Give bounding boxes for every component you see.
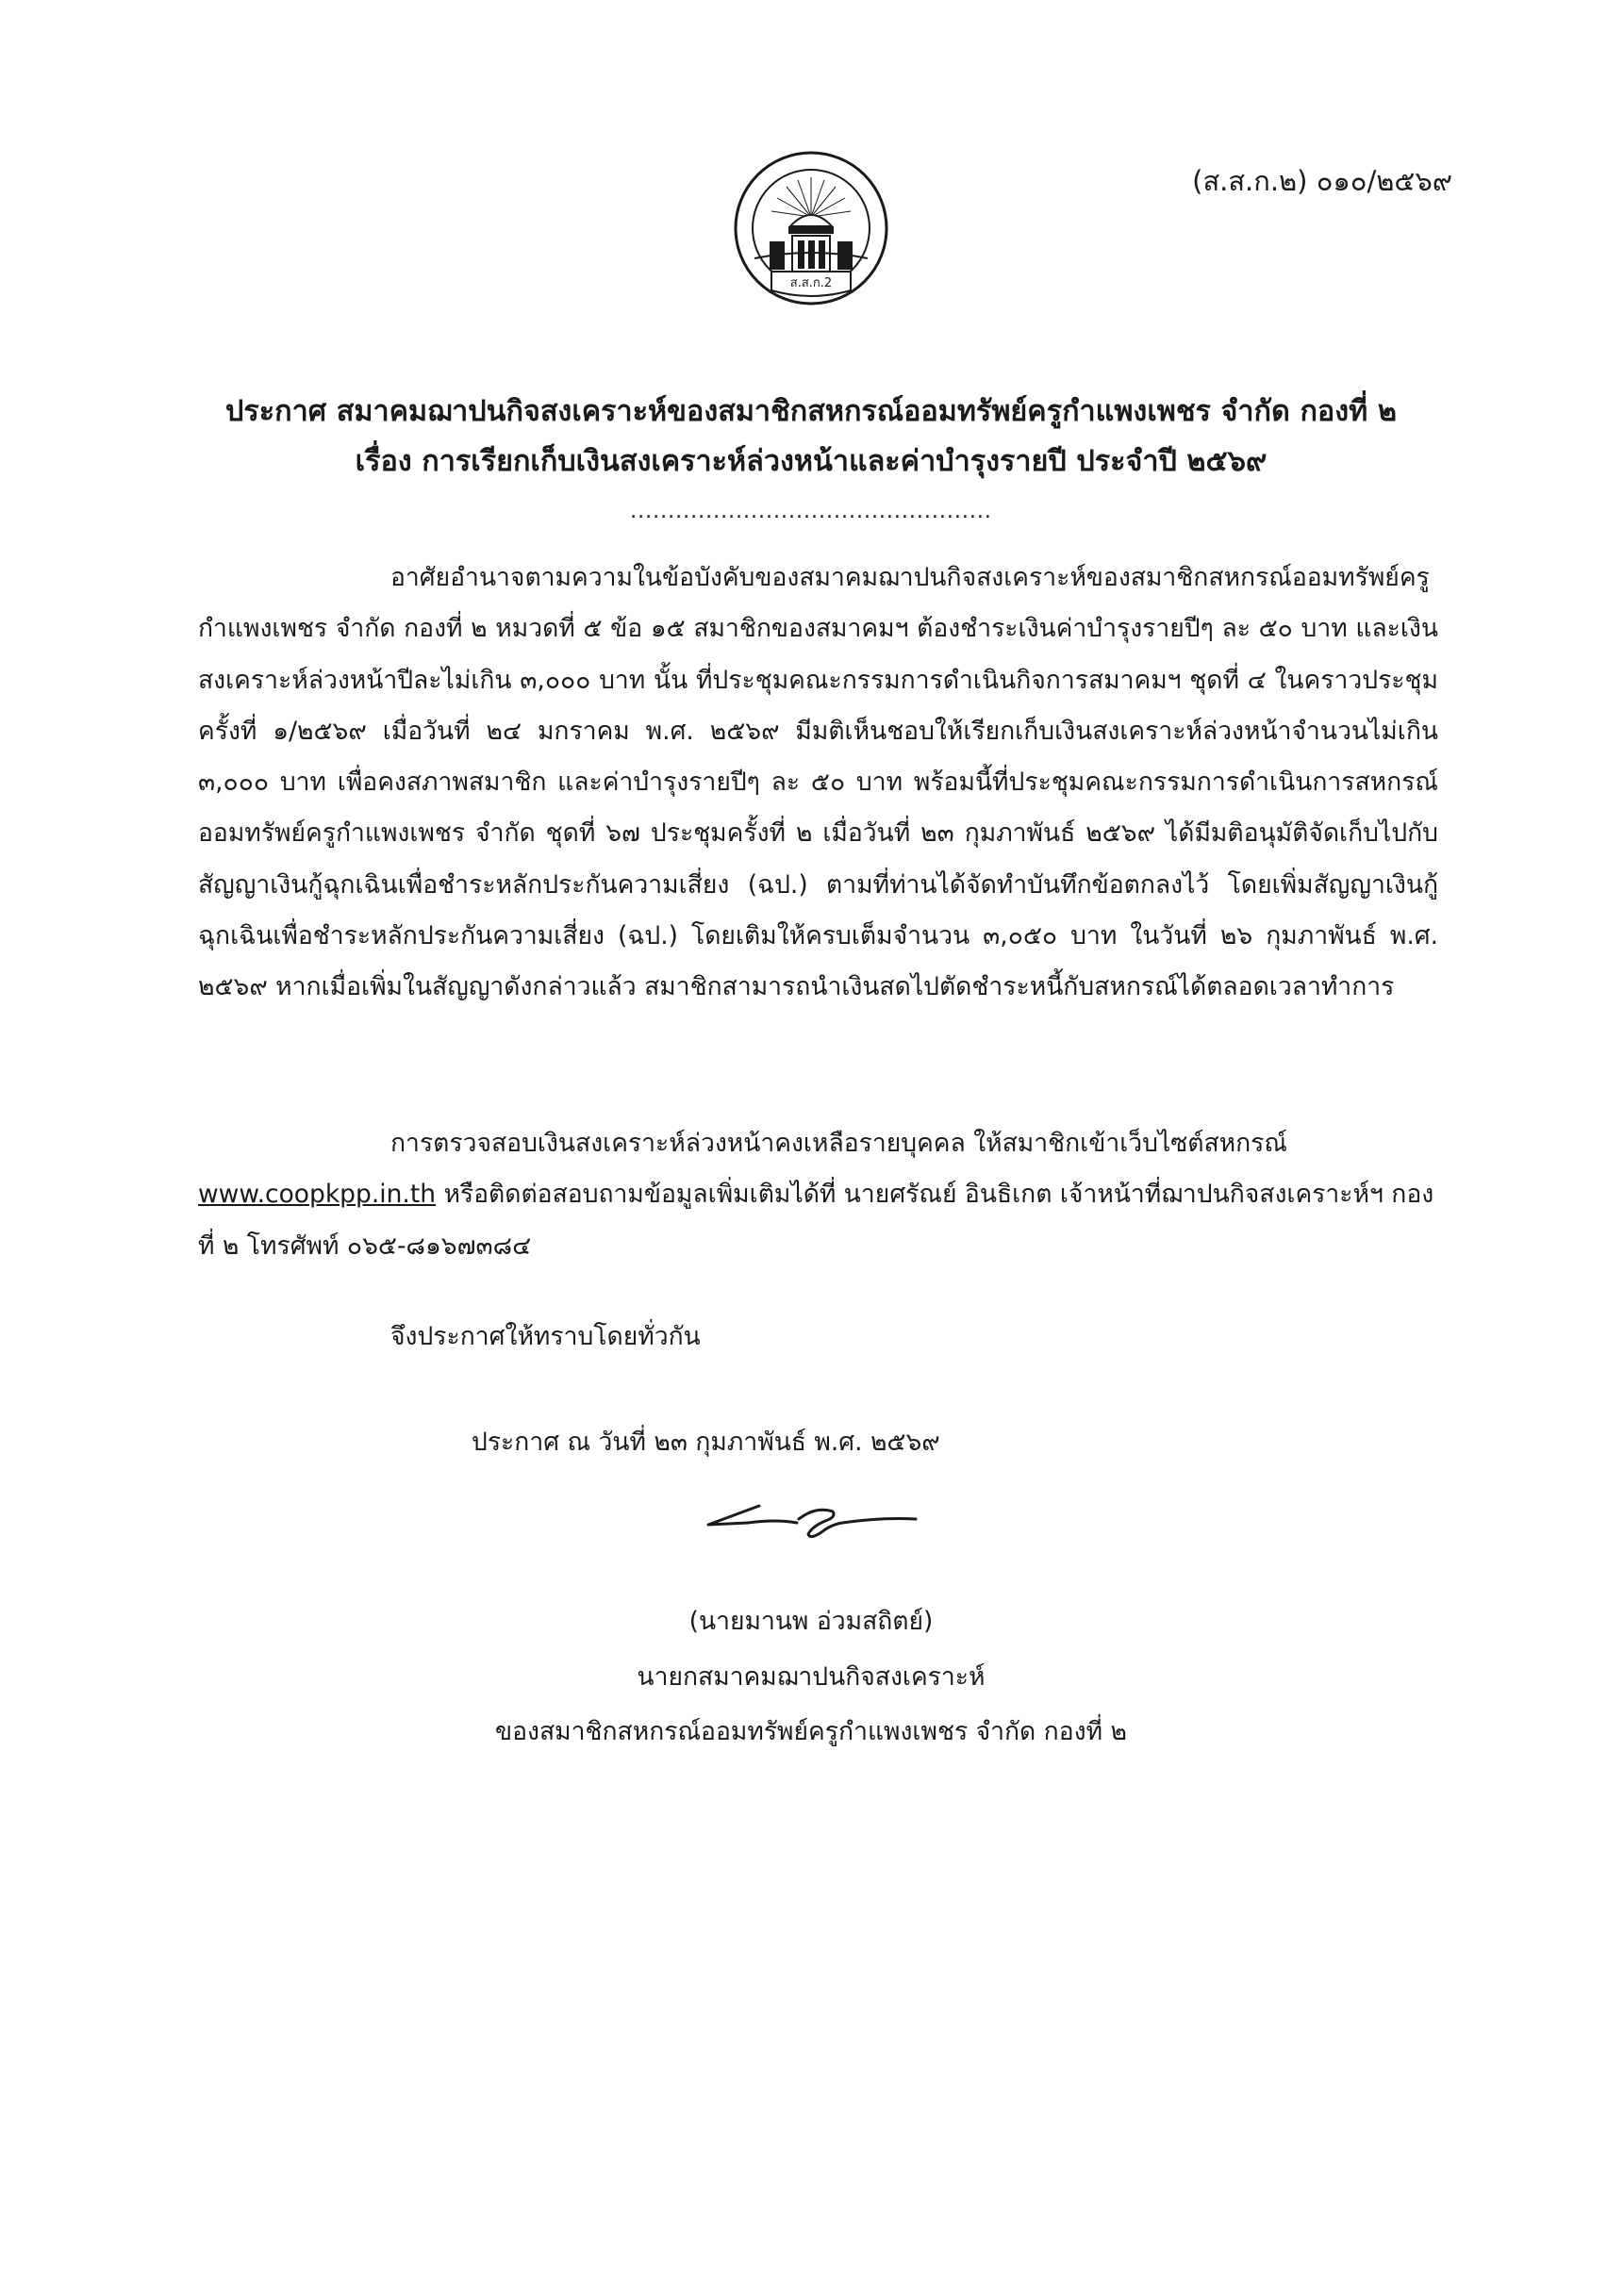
signer-name: (นายมานพ อ่วมสถิตย์) [688, 1607, 934, 1636]
seal-label: ส.ส.ก.2 [789, 276, 833, 290]
closing-statement: จึงประกาศให้ทราบโดยทั่วกัน [390, 1322, 701, 1351]
announcement-title: ประกาศ สมาคมฌาปนกิจสงเคราะห์ของสมาชิกสหกรณ์ออมทรัพย์ครูกำแพงเพชร จำกัด กองที่ ๒ [225, 395, 1397, 428]
body-paragraph-2 [198, 1118, 1438, 1272]
paragraph-2-prefix: การตรวจสอบเงินสงเคราะห์ล่วงหน้าคงเหลือรายบุคคล ให้สมาชิกเข้าเว็บไซต์สหกรณ์ [390, 1129, 1287, 1158]
announcement-subject: เรื่อง การเรียกเก็บเงินสงเคราะห์ล่วงหน้าและค่าบำรุงรายปี ประจำปี ๒๕๖๙ [355, 445, 1268, 478]
announcement-date: ประกาศ ณ วันที่ ๒๓ กุมภาพันธ์ พ.ศ. ๒๕๖๙ [472, 1428, 940, 1457]
association-seal-logo [732, 149, 890, 307]
title-separator: ................................................ [630, 500, 992, 523]
document-reference-number: (ส.ส.ก.๒) ๐๑๐/๒๕๖๙ [1192, 165, 1452, 197]
body-paragraph-1: อาศัยอำนาจตามความในข้อบังคับของสมาคมฌาปนกิจสงเคราะห์ของสมาชิกสหกรณ์ออมทรัพย์ครูกำแพงเพชร จำกัด กองที่ ๒ หมวดที่ ๕ ข้อ ๑๕ สมาชิกของสมาคมฯ ต้องชำระเงินค่าบำรุงรายปีๆ ละ ๕๐ บาท และเงินสงเคราะห์ล่วงหน้าปีละไม่เกิน ๓,๐๐๐ บาท นั้น ที่ประชุมคณะกรรมการดำเนินกิจการสมาคมฯ ชุดที่ ๔ ในคราวประชุมครั้งที่ ๑/๒๕๖๙ เมื่อวันที่ ๒๔ มกราคม พ.ศ. ๒๕๖๙ มีมติเห็นชอบให้เรียกเก็บเงินสงเคราะห์ล่วงหน้าจำนวนไม่เกิน ๓,๐๐๐ บาท เพื่อคงสภาพสมาชิก และค่าบำรุงรายปีๆ ละ ๕๐ บาท พร้อมนี้ที่ประชุมคณะกรรมการดำเนินการสหกรณ์ออมทรัพย์ครูกำแพงเพชร จำกัด ชุดที่ ๖๗ ประชุมครั้งที่ ๒ เมื่อวันที่ ๒๓ กุมภาพันธ์ ๒๕๖๙ ได้มีมติอนุมัติจัดเก็บไปกับสัญญาเงินกู้ฉุกเฉินเพื่อชำระหลักประกันความเสี่ยง (ฉป.) ตามที่ท่านได้จัดทำบันทึกข้อตกลงไว้ โดยเพิ่มสัญญาเงินกู้ฉุกเฉินเพื่อชำระหลักประกันความเสี่ยง (ฉป.) โดยเติมให้ครบเต็มจำนวน ๓,๐๕๐ บาท ในวันที่ ๒๖ กุมภาพันธ์ พ.ศ. ๒๕๖๙ หากเมื่อเพิ่มในสัญญาดังกล่าวแล้ว สมาชิกสามารถนำเงินสดไปตัดชำระหนี้กับสหกรณ์ได้ตลอดเวลาทำการ [198, 563, 1438, 1002]
signer-position-line-2: ของสมาชิกสหกรณ์ออมทรัพย์ครูกำแพงเพชร จำกัด กองที่ ๒ [495, 1717, 1127, 1746]
website-link[interactable]: www.coopkpp.in.th [198, 1180, 437, 1210]
signer-position-line-1: นายกสมาคมฌาปนกิจสงเคราะห์ [637, 1662, 986, 1692]
signature-image [693, 1485, 929, 1551]
paragraph-2-suffix: หรือติดต่อสอบถามข้อมูลเพิ่มเติมได้ที่ นายศรัณย์ อินธิเกต เจ้าหน้าที่ฌาปนกิจสงเคราะห์ฯ กองที่ ๒ โทรศัพท์ ๐๖๕-๘๑๖๗๓๘๔ [198, 1180, 1434, 1261]
